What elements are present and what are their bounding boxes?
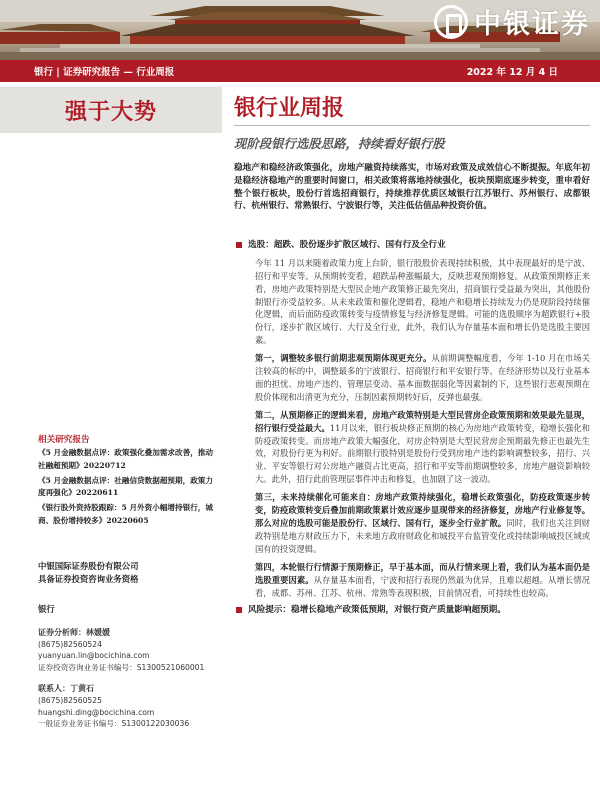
analyst-2-label: 联系人：丁黄石 [38,684,94,694]
report-subtitle: 现阶段银行选股思路，持续看好银行股 [234,136,445,151]
related-report-item[interactable]: 《5 月金融数据点评：社融信贷数据超预期，政策力度再强化》20220611 [38,475,213,498]
analyst-2-email[interactable]: huangshi.ding@bocichina.com [38,707,155,717]
analyst-info [38,627,218,730]
bank-logo-icon [434,5,468,39]
analyst-1-email[interactable]: yuanyuan.lin@bocichina.com [38,651,150,661]
risk-body: 稳增长稳地产政策低预期，对银行资产质量影响超预期。 [290,605,506,616]
related-report-item[interactable]: 《5 月金融数据点评：政策强化叠加需求改善，推动社融超预期》20220712 [38,448,213,470]
paragraph-stock-selection: 今年 11 月以来随着政策力度上台阶，银行股股价表现持续积极，其中表现最好的是宁波、招行和平安等。从预期转变看，超跌品种涨幅最大，反映悲观预期修复。从政策预期修正来看，房地产政策特别是大型民企地产政策修正最先突出，招商银行受益最为突出，其他股份制银行亦受益较多。从未来政策和催化逻辑看，稳地产和稳增长持续发力仍是现阶段持续催化逻辑，而后面防疫政策转变与疫情修复与经济修复逻辑。可能的选股顺序为超跌银行+股份行，逐步扩散区域行、大行及全行业，此外，我们认为存量基本面和增长仍是选股主要因素。 [255,257,590,346]
qualification: 具备证券投资咨询业务资格 [38,574,139,584]
header-bar [0,60,600,82]
bullet-risk [234,604,590,617]
report-date: 2022 年 12 月 4 日 [466,67,558,78]
analyst-2-phone: (8675)82560525 [38,695,102,705]
paragraph-third [234,491,590,556]
analyst-1-label: 证券分析师：林媛媛 [38,628,110,637]
report-title: 银行业周报 [234,96,345,121]
analyst-1-phone: (8675)82560524 [38,639,102,649]
related-report-item[interactable]: 《银行股外资持股跟踪：5 月外资小幅增持银行，城商、股份增持较多》20220605 [38,503,213,525]
rating-box [0,87,222,133]
header-banner [0,0,600,60]
brand-name: 中银证券 [474,9,590,40]
risk-lead: 风险提示： [248,605,291,616]
analyst-1-cert: 证券投资咨询业务证书编号：S1300521060001 [38,662,205,672]
paragraph-first [234,352,590,404]
paragraph-second-lead: 第二，从预期修正的逻辑来看，房地产政策特别是大型民营房企政策预期和效果最先显现，招行银行受益最大。 [255,409,590,433]
bullet-stock-selection: 选股：超跌、股份逐步扩散区域行、国有行及全行业 [234,239,590,252]
bullet-square-icon [236,607,242,613]
sector-label: 银行 [38,604,55,614]
brand-logo [434,2,590,41]
paragraph-first-lead: 第一，调整较多银行前期悲观预期体现更充分。 [255,353,432,364]
paragraph-first-body: 从前期调整幅度看，今年 1-10 月在市场关注较高的标的中，调整最多的宁波银行、招商银行和平安银行等。在经济形势以及行业基本面的担忧、房地产违约、管理层变动、基本面数据弱化等因素制约下，这些银行悲观预期在股价体现和出清更为充分，压制因素预期转好后，反弹也最强。 [255,353,590,402]
bullet-square-icon [236,242,242,248]
paragraph-second [234,409,590,486]
breadcrumb: 银行 | 证券研究报告 — 行业周报 [34,67,175,78]
related-reports-title: 相关研究报告 [38,435,90,445]
company-name: 中银国际证券股份有限公司 [38,561,139,571]
paragraph-fourth-lead: 第四，本轮银行行情源于预期修正，早于基本面，而从行情来现上看，我们认为基本面仍是选股重要因素。 [255,561,590,585]
paragraph-third-lead: 第三，未来持续催化可能来自：房地产政策持续强化，稳增长政策强化，防疫政策逐步转变，防疫政策转变后叠加前期政策累计效应逐步显现带来的经济修复，房地产行业修复等。那么对应的选股可能是股份行、区域行、国有行，逐步全行业扩散。 [255,492,590,529]
license-info [38,560,218,586]
analyst-2-cert: 一般证券业务证书编号：S1300122030036 [38,719,190,729]
paragraph-fourth [234,561,590,600]
report-body [234,239,590,617]
paragraph-fourth-body: 从存量基本面看，宁波和招行表现仍然最为优异，且难以超越。从增长情况看，成都、苏州、江苏、杭州、常熟等表现积极，目前情况看，可持续性也较高。 [255,574,590,598]
title-divider [234,125,590,126]
rating-label: 强于大势 [64,99,157,125]
related-reports-list [38,447,218,530]
report-summary: 稳地产和稳经济政策强化，房地产融资持续落实，市场对政策及成效信心不断提振。年底年初是稳经济稳地产的重要时间窗口，相关政策将落地持续强化，板块预期底逐步转变，重申看好整个银行板块，股份行首选招商银行，持续推荐优质区域银行江苏银行、苏州银行、成都银行、杭州银行、常熟银行、宁波银行等，关注低估值品种投资价值。 [234,163,590,212]
paragraph-second-body: 11月以来，银行板块修正预期的核心为房地产政策转变，稳增长强化和防疫政策转变。而房地产政策大幅强化，对房企特别是大型民营房企预期最先修正也最先生效，对股份行更为利好。前期银行股特别是股份行受到房地产违约影响调整较多，招行、兴业、平安等银行对公房地产融资占比更高，招行和平安等前期调整较多，房地产融资影响较大。此外，招行此前管理层事件冲击和修复，也加剧了这一波动。 [255,422,590,485]
paragraph-third-body: 同时，我们也关注到财政特别是地方财政压力下，未来地方政府财政化和城投平台监管变化或持续影响城投区域或国有的投资逻辑。 [255,518,590,554]
